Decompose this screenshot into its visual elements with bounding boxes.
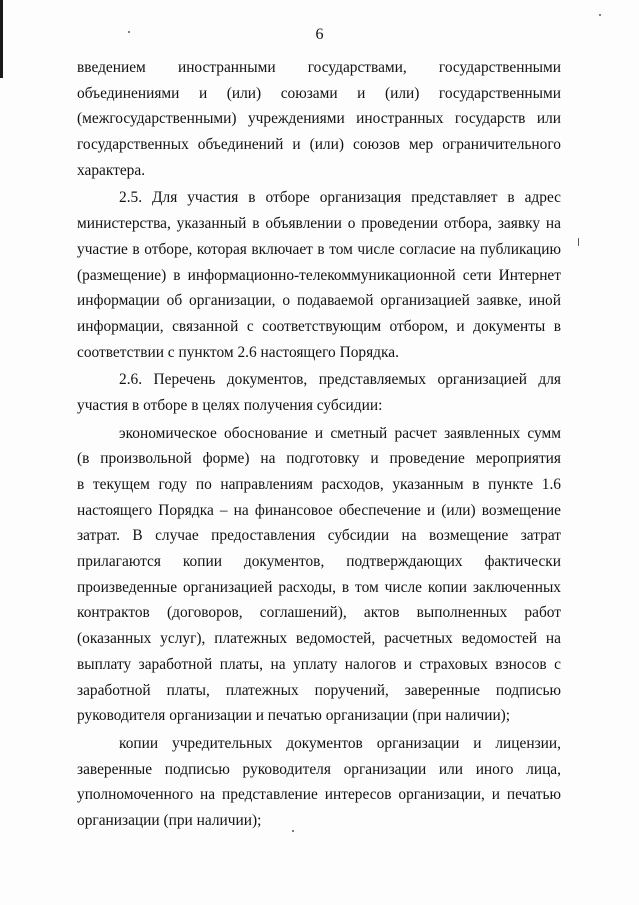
paragraph: [77, 185, 561, 365]
text-line: руководителя организации и печатью организации (при наличии);: [77, 707, 511, 725]
text-line: 2.5. Для участия в отборе организация представляет в адрес: [119, 189, 561, 207]
text-line: информации, связанной с соответствующим отбором, и документы в: [77, 317, 561, 335]
scan-speck: [578, 238, 579, 246]
text-line: заработной платы, платежных поручений, заверенные подписью: [77, 681, 561, 699]
text-line: настоящего Порядка – на финансовое обеспечение и (или) возмещение: [77, 501, 561, 519]
paragraph: [77, 367, 561, 418]
text-line: копии учредительных документов организации и лицензии,: [119, 734, 561, 752]
text-line: 2.6. Перечень документов, представляемых организацией для: [119, 371, 561, 389]
text-line: информации об организации, о подаваемой организацией заявке, иной: [77, 292, 561, 310]
text-line: государственных объединений и (или) союзов мер ограничительного: [77, 136, 561, 154]
text-line: затрат. В случае предоставления субсидии на возмещение затрат: [77, 527, 561, 545]
document-body: [77, 55, 561, 834]
paragraph: [77, 421, 561, 729]
paragraph: [77, 731, 561, 834]
text-line: (оказанных услуг), платежных ведомостей, расчетных ведомостей на: [77, 630, 561, 648]
text-line: экономическое обоснование и сметный расчет заявленных сумм: [119, 424, 561, 442]
text-line: (размещение) в информационно-телекоммуникационной сети Интернет: [77, 266, 561, 284]
text-line: в текущем году по направлениям расходов, указанным в пункте 1.6: [77, 476, 561, 493]
text-line: введением иностранными государствами, государственными: [77, 59, 561, 76]
text-line: характера.: [77, 161, 146, 179]
page-number: 6: [315, 26, 324, 43]
text-line: объединениями и (или) союзами и (или) государственными: [77, 84, 561, 102]
paragraph: [77, 55, 561, 183]
text-line: (межгосударственными) учреждениями иностранных государств или: [77, 110, 561, 128]
text-line: министерства, указанный в объявлении о проведении отбора, заявку на: [77, 215, 561, 233]
text-line: (в произвольной форме) на подготовку и проведение мероприятия: [77, 450, 561, 468]
text-line: выплату заработной платы, на уплату налогов и страховых взносов с: [77, 655, 561, 673]
text-line: участия в отборе в целях получения субсидии:: [77, 396, 383, 414]
text-line: соответствии с пунктом 2.6 настоящего Порядка.: [77, 343, 399, 361]
text-line: прилагаются копии документов, подтверждающих фактически: [77, 553, 561, 571]
scan-speck: [599, 14, 601, 16]
text-line: контрактов (договоров, соглашений), актов выполненных работ: [77, 604, 561, 622]
text-line: участие в отборе, которая включает в том числе согласие на публикацию: [77, 240, 561, 258]
text-line: заверенные подписью руководителя организации или иного лица,: [77, 760, 561, 778]
text-line: организации (при наличии);: [77, 811, 262, 829]
text-line: уполномоченного на представление интересов организации, и печатью: [77, 786, 561, 804]
text-line: произведенные организацией расходы, в том числе копии заключенных: [77, 578, 561, 596]
